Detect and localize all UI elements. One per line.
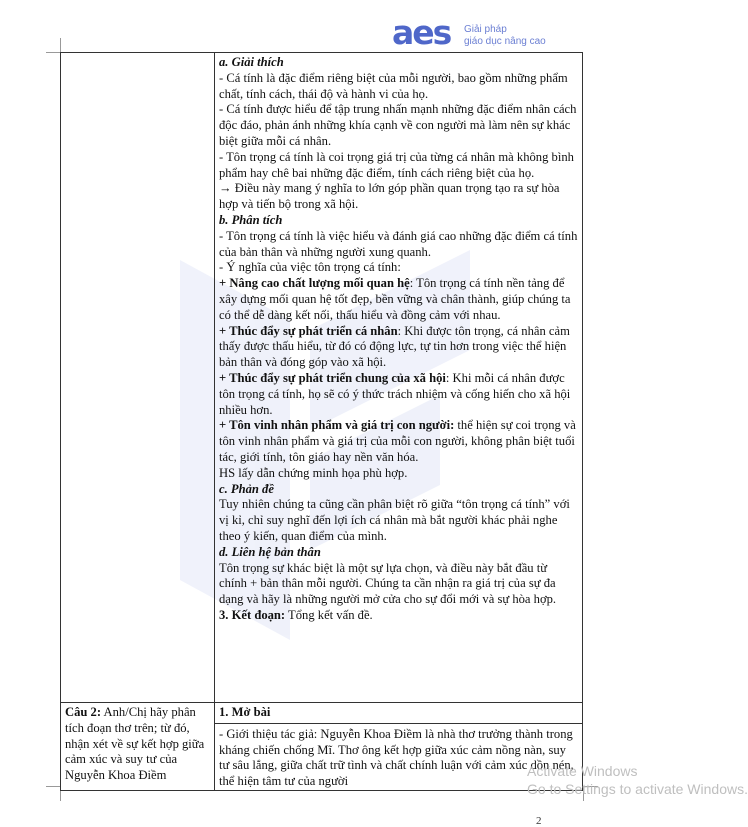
section-heading: a. Giải thích bbox=[219, 55, 284, 69]
paragraph: - Cá tính được hiểu để tập trung nhấn mạnh những đặc điểm nhân cách độc đáo, phản ánh những khía cạnh về con người mà làm nên sự khác biệt giữa mỗi cá nhân. bbox=[219, 102, 577, 148]
question-text: Câu 2: Anh/Chị hãy phân tích đoạn thơ trên; từ đó, nhận xét về sự kết hợp giữa cảm xúc và suy tư của Nguyễn Khoa Điềm bbox=[65, 705, 205, 783]
paragraph: - Giới thiệu tác giả: Nguyễn Khoa Điềm là nhà thơ trưởng thành trong kháng chiến chống Mĩ. Thơ ông kết hợp giữa xúc cảm nồng nàn, suy tư sâu lắng, giữa chất trữ tình và chất chính luận với cảm xúc dồn nén, thể hiện tâm tư của người bbox=[219, 726, 574, 789]
crop-mark-bottom-left bbox=[46, 786, 61, 801]
answer-table bbox=[60, 52, 583, 791]
page-number: 2 bbox=[536, 815, 542, 827]
list-item: + Thúc đẩy sự phát triển chung của xã hội: Khi mỗi cá nhân được tôn trọng cá tính, họ sẽ có ý thức trách nhiệm và cống hiến cho xã hội nhiều hơn. bbox=[219, 370, 571, 417]
table-row bbox=[61, 53, 583, 703]
list-item: + Thúc đẩy sự phát triển cá nhân: Khi được tôn trọng, cá nhân cảm thấy được thấu hiểu, từ đó có động lực, tự tin hơn trong việc thể hiện bản thân và đóng góp vào xã hội. bbox=[219, 323, 570, 370]
list-item: + Nâng cao chất lượng mối quan hệ: Tôn trọng cá tính nền tảng để xây dựng mối quan hệ tốt đẹp, bền vững và chân thành, giúp chúng ta có thể dễ dàng kết nối, thấu hiểu và đồng cảm với nhau. bbox=[219, 276, 571, 322]
logo-mark: aes bbox=[392, 13, 451, 52]
section-heading: c. Phản đề bbox=[219, 481, 274, 496]
paragraph: HS lấy dẫn chứng minh họa phù hợp. bbox=[219, 465, 408, 480]
conclusion-line: 3. Kết đoạn: Tổng kết vấn đề. bbox=[219, 607, 373, 622]
paragraph: Tuy nhiên chúng ta cũng cần phân biệt rõ giữa “tôn trọng cá tính” với vị kỉ, chỉ suy nghĩ đến lợi ích cá nhân mà bắt người khác phải nghe theo ý kiến, quan điểm của mình. bbox=[219, 497, 570, 543]
section-heading: 1. Mở bài bbox=[219, 705, 271, 719]
section-heading: b. Phân tích bbox=[219, 212, 283, 227]
paragraph: - Ý nghĩa của việc tôn trọng cá tính: bbox=[219, 260, 401, 275]
answer-cell bbox=[215, 53, 583, 703]
divider bbox=[215, 723, 582, 724]
activation-watermark: Activate Windows Go to Settings to activate Windows. bbox=[527, 763, 748, 797]
list-item: + Tôn vinh nhân phẩm và giá trị con người: thể hiện sự coi trọng và tôn vinh nhân phẩm và giá trị của mỗi con người, không phân biệt tuổi tác, giới tính, tôn giáo hay nền văn hóa. bbox=[219, 418, 576, 464]
paragraph: - Tôn trọng cá tính là việc hiểu và đánh giá cao những đặc điểm cá tính của bản thân và những người xung quanh. bbox=[219, 228, 578, 259]
table-row bbox=[61, 703, 583, 791]
question-cell bbox=[61, 53, 215, 703]
paragraph: → Điều này mang ý nghĩa to lớn góp phần quan trọng tạo ra sự hòa hợp và tiến bộ trong xã hội. bbox=[219, 181, 560, 212]
question-cell bbox=[61, 703, 215, 791]
crop-mark-top-left bbox=[46, 38, 61, 53]
paragraph: - Cá tính là đặc điểm riêng biệt của mỗi người, bao gồm những phẩm chất, tính cách, thái độ và hành vi của họ. bbox=[219, 70, 568, 101]
paragraph: - Tôn trọng cá tính là coi trọng giá trị của từng cá nhân mà không bình phẩm hay chê bai những đặc điểm, tính cách riêng biệt của họ. bbox=[219, 149, 574, 180]
paragraph: Tôn trọng sự khác biệt là một sự lựa chọn, và điều này bắt đầu từ chính + bản thân mỗi người. Chúng ta cần nhận ra giá trị của sự đa dạng và hãy là những người mở cửa cho sự đổi mới và sự hòa hợp. bbox=[219, 560, 557, 607]
logo-tagline: Giải pháp giáo dục nâng cao bbox=[464, 24, 546, 47]
section-heading: d. Liên hệ bản thân bbox=[219, 544, 321, 559]
brand-logo bbox=[392, 13, 552, 52]
